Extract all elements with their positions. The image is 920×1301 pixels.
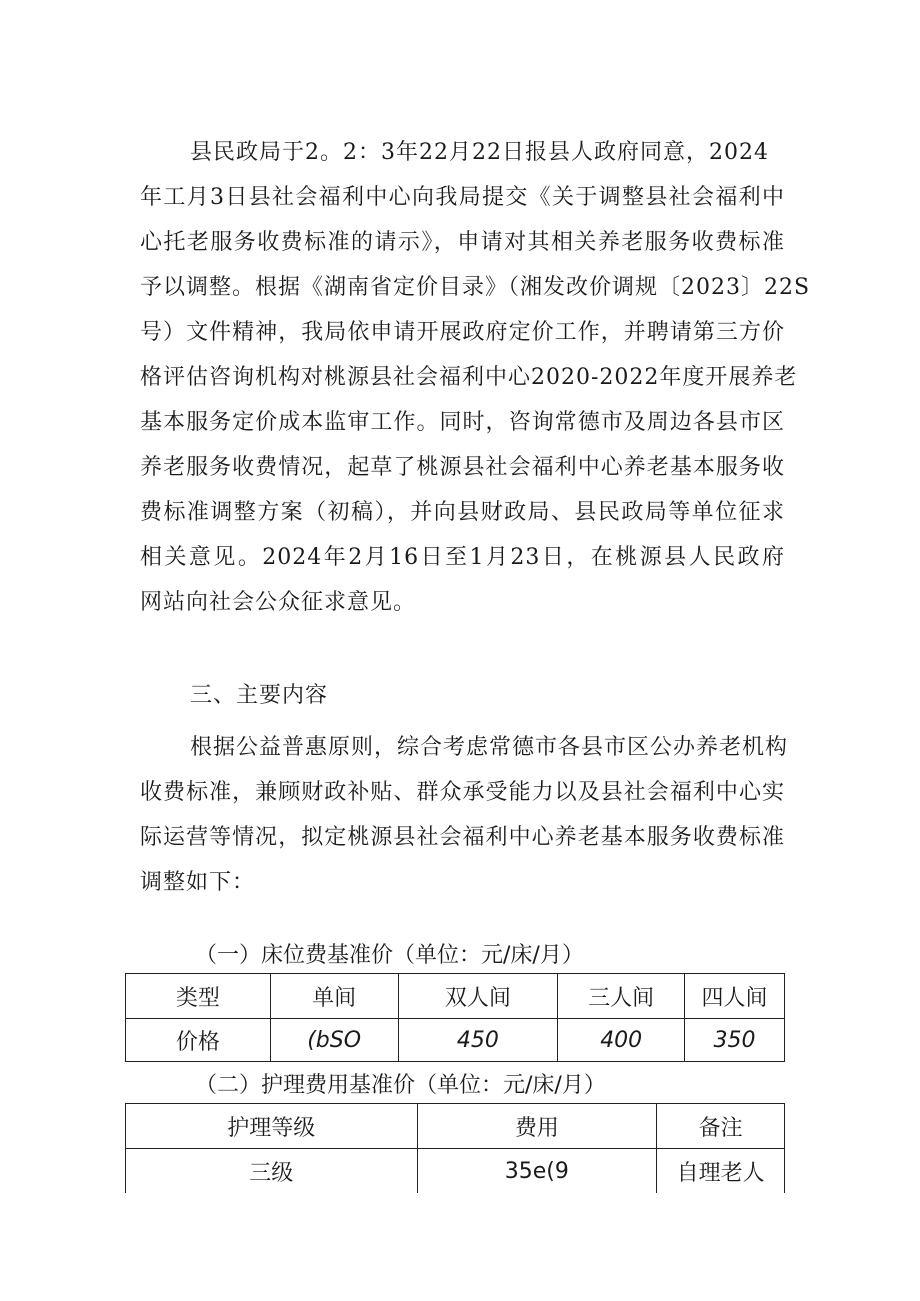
paragraph-line: 相关意见。2024年2月16日至1月23日，在桃源县人民政府 — [140, 545, 785, 570]
table-cell: 450 — [398, 1019, 558, 1062]
table1-caption: （一）床位费基准价（单位：元/床/月） — [195, 943, 584, 968]
paragraph-line: 养老服务收费情况，起草了桃源县社会福利中心养老基本服务收 — [140, 455, 785, 480]
paragraph-line: 基本服务定价成本监审工作。同时，咨询常德市及周边各县市区 — [140, 410, 785, 435]
paragraph-2 — [140, 725, 789, 905]
table-header-cell: 类型 — [126, 974, 271, 1019]
table-header-cell: 费用 — [417, 1104, 657, 1149]
table-header-cell: 双人间 — [398, 974, 558, 1019]
bed-fee-table — [125, 973, 785, 1062]
table-cell: 价格 — [126, 1019, 271, 1062]
table-header-cell: 三人间 — [558, 974, 685, 1019]
table-row — [126, 1149, 785, 1194]
care-fee-table — [125, 1103, 785, 1193]
paragraph-line: 予以调整。根据《湖南省定价目录》（湘发改价调规〔2023〕22S — [140, 275, 811, 300]
table-cell: 自理老人 — [657, 1149, 785, 1194]
table-header-cell: 备注 — [657, 1104, 785, 1149]
table2-caption: （二）护理费用基准价（单位：元/床/月） — [195, 1073, 606, 1098]
table-cell: 35e(9 — [417, 1149, 657, 1194]
paragraph-line: 收费标准，兼顾财政补贴、群众承受能力以及县社会福利中心实 — [140, 780, 785, 805]
table-cell: 350 — [685, 1019, 785, 1062]
paragraph-line: 格评估咨询机构对桃源县社会福利中心2020-2022年度开展养老 — [140, 365, 798, 390]
table-cell: 三级 — [126, 1149, 418, 1194]
table-header-row — [126, 1104, 785, 1149]
paragraph-1 — [140, 130, 811, 625]
paragraph-line: 心托老服务收费标准的请示》，申请对其相关养老服务收费标准 — [140, 230, 785, 255]
paragraph-line: 县民政局于2。2：3年22月22日报县人政府同意，2024 — [190, 140, 769, 165]
paragraph-line: 号）文件精神，我局依申请开展政府定价工作，并聘请第三方价 — [140, 320, 785, 345]
paragraph-line: 网站向社会公众征求意见。 — [140, 590, 417, 615]
paragraph-line: 年工月3日县社会福利中心向我局提交《关于调整县社会福利中 — [140, 185, 785, 210]
table-header-cell: 单间 — [270, 974, 398, 1019]
section-heading: 三、主要内容 — [190, 683, 329, 708]
table-row — [126, 1019, 785, 1062]
table-cell: (bSO — [270, 1019, 398, 1062]
paragraph-line: 调整如下： — [140, 870, 256, 895]
paragraph-line: 根据公益普惠原则，综合考虑常德市各县市区公办养老机构 — [190, 735, 789, 760]
table-header-cell: 护理等级 — [126, 1104, 418, 1149]
paragraph-line: 际运营等情况，拟定桃源县社会福利中心养老基本服务收费标准 — [140, 825, 785, 850]
table-header-cell: 四人间 — [685, 974, 785, 1019]
paragraph-line: 费标准调整方案（初稿），并向县财政局、县民政局等单位征求 — [140, 500, 785, 525]
table-header-row — [126, 974, 785, 1019]
table-cell: 400 — [558, 1019, 685, 1062]
